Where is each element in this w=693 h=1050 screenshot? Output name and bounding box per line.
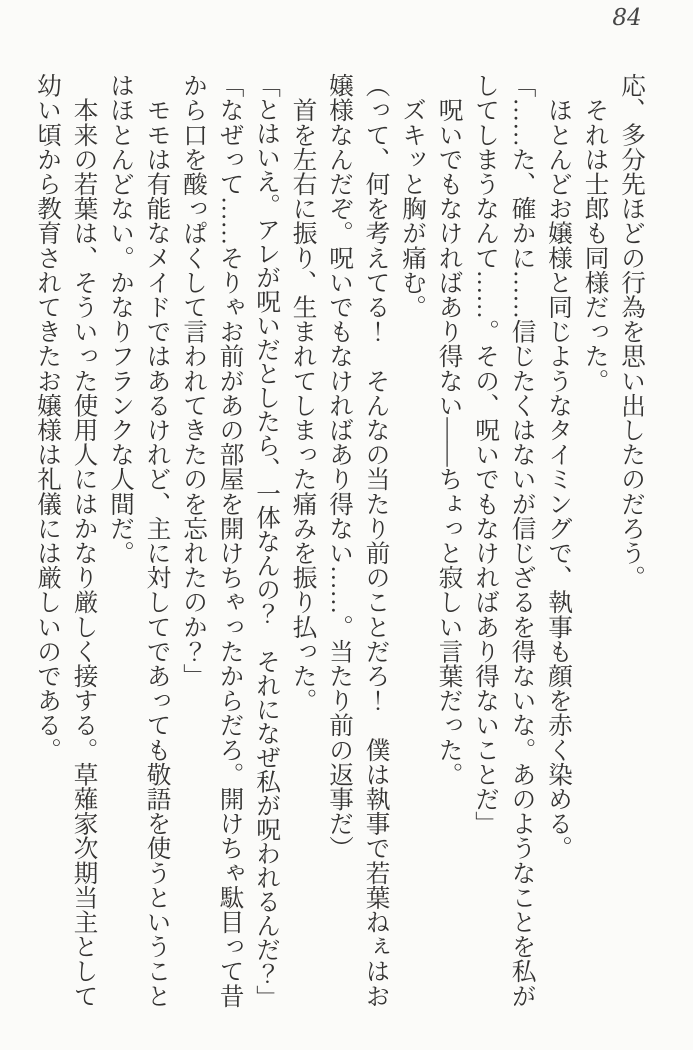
page-number: 84: [612, 5, 642, 31]
text-line: モモは有能なメイドではあるけれど、主に対してであっても敬語を使うということ: [143, 73, 171, 1008]
text-line: 「とはいえ。アレが呪いだとしたら、一体なんの？ それになぜ私が呪われるんだ？」: [253, 73, 280, 1009]
text-line: 本来の若葉は、そういった使用人にはかなり厳しく接する。草薙家次期当主として: [70, 73, 98, 1008]
text-line: 首を左右に振り、生まれてしまった痛みを振り払った。: [289, 73, 317, 713]
text-line: はほとんどない。かなりフランクな人間だ。: [107, 73, 134, 565]
text-line: それは士郎も同様だった。: [581, 73, 609, 393]
text-line: 応、多分先ほどの行為を思い出したのだろう。: [618, 73, 645, 590]
text-line: （って、何を考えてる！ そんなの当たり前のことだろ！ 僕は執事で若葉ねぇはお: [362, 73, 390, 1008]
text-line: 幼い頃から教育されてきたお嬢様は礼儀には厳しいのである。: [34, 73, 61, 762]
text-line: してしまうなんて……。その、呪いでもなければあり得ないことだ」: [472, 73, 499, 836]
text-line: ほとんどお嬢様と同じようなタイミングで、執事も顔を赤く染める。: [545, 73, 572, 861]
text-line: ズキッと胸が痛む。: [399, 73, 426, 319]
text-line: 「……た、確かに……信じたくはないが信じざるを得ないな。あのようなことを私が: [508, 73, 536, 1008]
text-line: 呪いでもなければあり得ない――ちょっと寂しい言葉だった。: [435, 73, 463, 787]
text-block: [29, 73, 650, 1010]
text-line: 嬢様なんだぞ。呪いでもなければあり得ない……。当たり前の返事だ）: [326, 73, 353, 861]
text-line: 「なぜって……そりゃお前があの部屋を開けちゃったからだろ。開けちゃ駄目って昔: [216, 73, 244, 1008]
text-line: から口を酸っぱくして言われてきたのを忘れたのか？」: [180, 73, 207, 688]
